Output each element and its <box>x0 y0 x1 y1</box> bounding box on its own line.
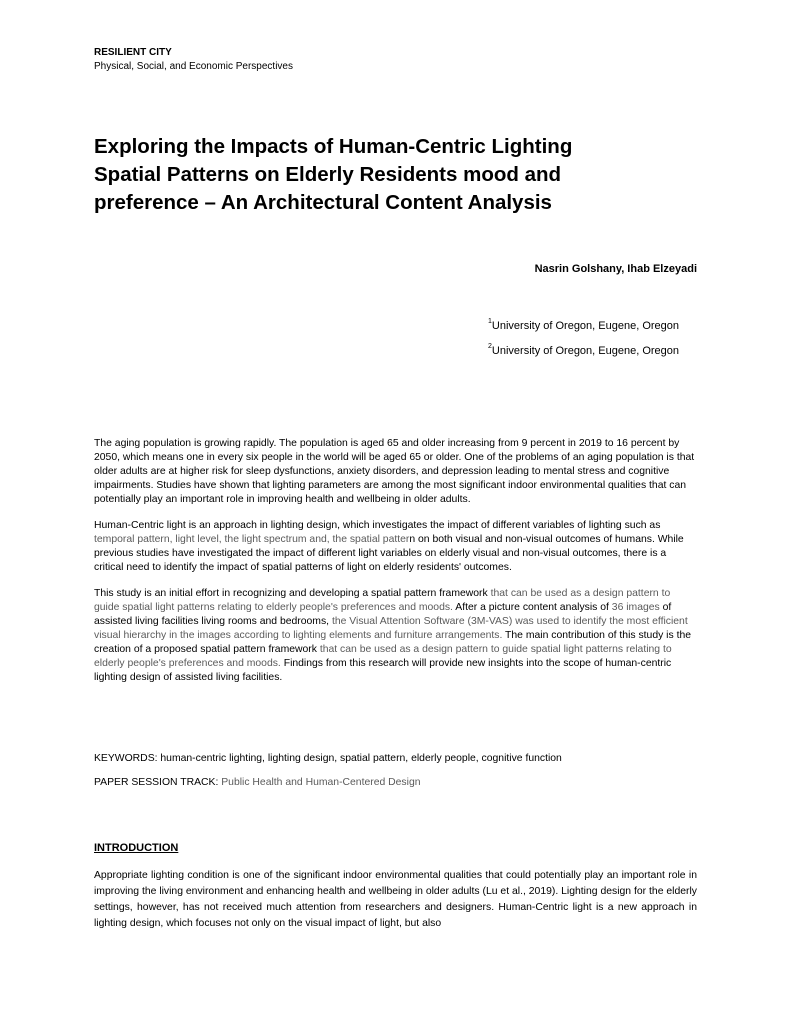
abstract-paragraph-1: The aging population is growing rapidly. The population is aged 65 and older increasing from 9 percent in 2019 to 16 percent by 2050, which means one in every six people in the world will be aged 65 or older. One of the problems of an aging population is that older adults are at higher risk for sleep dysfunctions, anxiety disorders, and depression leading to mental stress and cognitive impairments. Studies have shown that lighting parameters are among the most significant indoor environmental qualities that can potentially play an important role in improving health and wellbeing in older adults. <box>94 438 695 505</box>
abstract-p3-part-f: the Visual Attention Software (3M-VAS) was used to identify the most efficient visual hierarchy in the images according to lighting elements and furniture arrangements. <box>94 615 688 641</box>
abstract-p3-part-i: Findings from this research will provide new insights into the scope of human-centric lighting design of assisted living facilities. <box>94 657 672 683</box>
title-line-1: Exploring the Impacts of Human-Centric Lighting <box>94 135 573 158</box>
abstract-p3-part-d: 36 images <box>611 602 663 614</box>
abstract-p3-part-b: that can be used as a design pattern to guide spatial light patterns relating to elderly people's preferences and moods. <box>94 588 671 614</box>
abstract-p3-part-c: After a picture content analysis of <box>455 602 612 614</box>
paper-title <box>94 133 694 217</box>
affiliation-2-text: University of Oregon, Eugene, Oregon <box>491 345 680 357</box>
abstract-p3-part-h: that can be used as a design pattern to guide spatial light patterns relating to elderly people's preferences and moods. <box>94 643 672 669</box>
abstract-paragraph-3 <box>94 587 697 684</box>
affiliation-1-text: University of Oregon, Eugene, Oregon <box>491 320 680 332</box>
header-subtitle: Physical, Social, and Economic Perspectives <box>94 61 293 72</box>
abstract-p3-part-g: The main contribution of this study is the creation of a proposed spatial pattern framework <box>94 629 692 655</box>
affiliation-1-marker: 1 <box>488 318 492 325</box>
session-label: PAPER SESSION TRACK: <box>94 777 222 788</box>
keywords-value: human-centric lighting, lighting design, spatial pattern, elderly people, cognitive function <box>160 753 562 764</box>
affiliation-2-marker: 2 <box>488 343 492 350</box>
introduction-paragraph: Appropriate lighting condition is one of the significant indoor environmental qualities that could potentially play an important role in improving the living environment and enhancing health and wellbeing in older adults (Lu et al., 2019). Lighting design for the elderly settings, however, has not received much attention from researchers and designers. Human-Centric light is a new approach in lighting design, which focuses not only on the visual impact of light, but also <box>94 870 697 929</box>
affiliation-2 <box>488 345 679 357</box>
running-header <box>94 46 293 74</box>
author-list: Nasrin Golshany, Ihab Elzeyadi <box>534 263 697 275</box>
title-line-3: preference – An Architectural Content Analysis <box>94 191 552 214</box>
abstract-p3-part-e: of assisted living facilities living rooms and bedrooms, <box>94 602 672 627</box>
session-value: Public Health and Human-Centered Design <box>221 777 421 788</box>
abstract <box>94 437 697 697</box>
header-venue: RESILIENT CITY <box>94 47 172 58</box>
keywords-label: KEYWORDS: <box>94 753 161 764</box>
abstract-paragraph-2 <box>94 519 697 575</box>
introduction-heading: INTRODUCTION <box>94 842 179 854</box>
title-line-2: Spatial Patterns on Elderly Residents mood and <box>94 163 562 186</box>
abstract-p2-part-a: Human-Centric light is an approach in lighting design, which investigates the impact of different variables of lighting such as <box>94 520 661 532</box>
abstract-p3-part-a: This study is an initial effort in recognizing and developing a spatial pattern framework <box>94 588 491 600</box>
abstract-p2-part-c: n on both visual and non-visual outcomes of humans. While previous studies have investigated the impact of different light variables on elderly visual and non-visual outcomes, there is a critical need to identify the impact of spatial patterns of light on elderly residents' outcomes. <box>94 533 684 573</box>
affiliation-1 <box>488 320 679 332</box>
keywords <box>94 753 697 764</box>
paper-session-track <box>94 777 697 788</box>
abstract-p2-part-b: temporal pattern, light level, the light spectrum and, the spatial patter <box>94 533 410 545</box>
